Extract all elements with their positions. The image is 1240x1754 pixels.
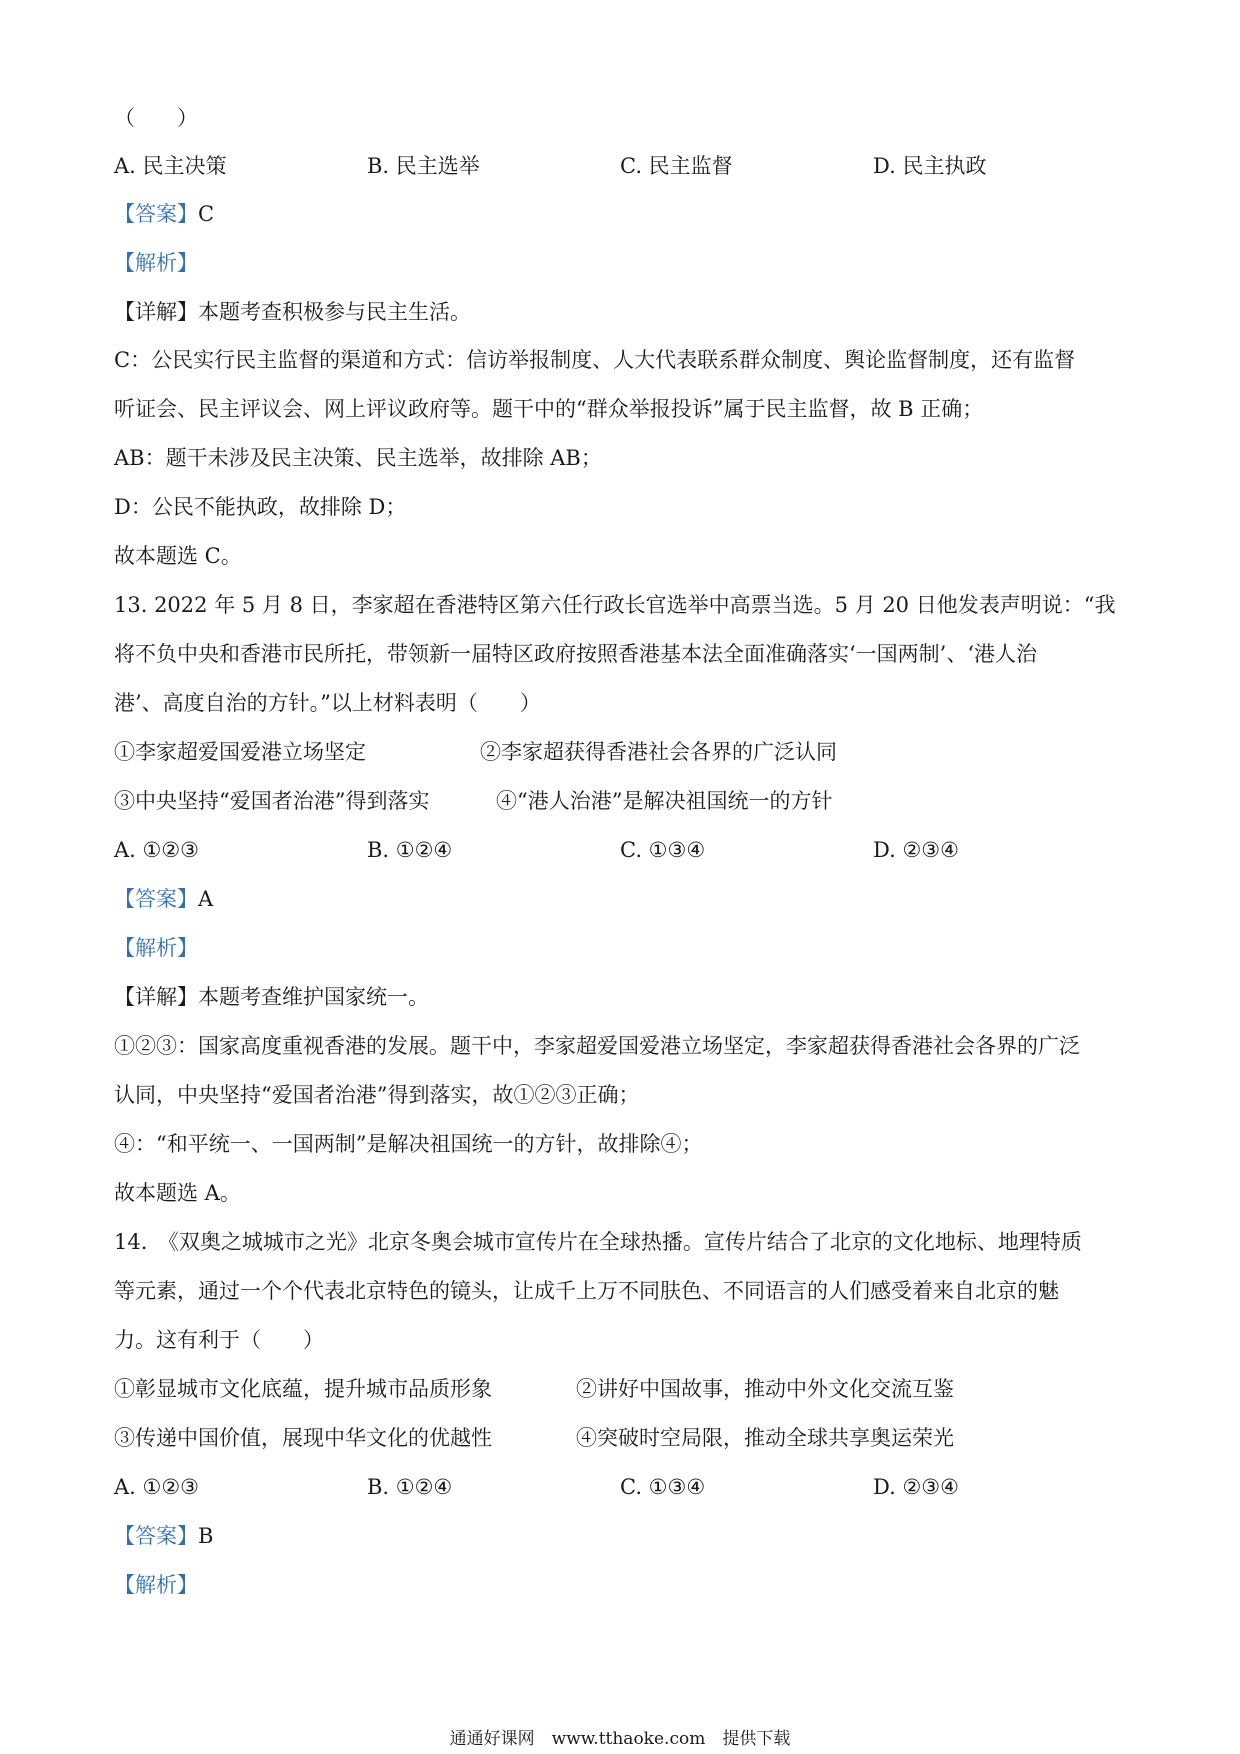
q12-answer-value: C bbox=[198, 202, 215, 226]
q14-statement-4: ④突破时空局限，推动全球共享奥运荣光 bbox=[576, 1426, 954, 1450]
q14-stem-1: 14. 《双奥之城城市之光》北京冬奥会城市宣传片在全球热播。宣传片结合了北京的文化地标、地理特质 bbox=[114, 1230, 1082, 1254]
q12-detail bbox=[114, 298, 1134, 326]
q14-option-b: B. ①②④ bbox=[367, 1475, 453, 1499]
q12-line-2: 听证会、民主评议会、网上评议政府等。题干中的“群众举报投诉”属于民主监督，故 B 正确； bbox=[114, 397, 984, 421]
q14-option-d: D. ②③④ bbox=[873, 1475, 959, 1499]
answer-tag: 【答案】 bbox=[114, 887, 198, 911]
q14-option-c: C. ①③④ bbox=[620, 1475, 706, 1499]
q13-stem-3: 港’、高度自治的方针。”以上材料表明（ ） bbox=[114, 691, 541, 715]
q13-line-1: ①②③：国家高度重视香港的发展。题干中，李家超爱国爱港立场坚定，李家超获得香港社会各界的广泛 bbox=[114, 1034, 1080, 1058]
q14-answer bbox=[114, 1522, 1134, 1550]
q13-option-d: D. ②③④ bbox=[873, 838, 959, 862]
q12-option-d: D. 民主执政 bbox=[873, 154, 987, 178]
page-footer: 通通好课网 www.tthaoke.com 提供下载 bbox=[449, 1729, 791, 1749]
q13-line-4: 故本题选 A。 bbox=[114, 1181, 241, 1205]
q13-statement-3: ③中央坚持“爱国者治港”得到落实 bbox=[114, 789, 430, 813]
q13-option-b: B. ①②④ bbox=[367, 838, 453, 862]
q13-stem-2: 将不负中央和香港市民所托，带领新一届特区政府按照香港基本法全面准确落实‘一国两制’、‘港人治 bbox=[114, 642, 1038, 666]
analysis-tag: 【解析】 bbox=[114, 1573, 198, 1597]
q12-line-1: C：公民实行民主监督的渠道和方式：信访举报制度、人大代表联系群众制度、舆论监督制度，还有监督 bbox=[114, 348, 1076, 372]
q13-stem-1: 13. 2022 年 5 月 8 日，李家超在香港特区第六任行政长官选举中高票当选。5 月 20 日他发表声明说：“我 bbox=[114, 593, 1116, 617]
q12-line-4: D：公民不能执政，故排除 D； bbox=[114, 495, 407, 519]
q14-stem-2: 等元素，通过一个个代表北京特色的镜头，让成千上万不同肤色、不同语言的人们感受着来自北京的魅 bbox=[114, 1279, 1059, 1303]
q13-statement-4: ④“港人治港”是解决祖国统一的方针 bbox=[496, 789, 833, 813]
q12-line-5: 故本题选 C。 bbox=[114, 544, 242, 568]
analysis-tag: 【解析】 bbox=[114, 936, 198, 960]
q13-option-c: C. ①③④ bbox=[620, 838, 706, 862]
q13-detail-text: 本题考查维护国家统一。 bbox=[198, 985, 429, 1009]
q14-answer-value: B bbox=[198, 1524, 214, 1548]
q13-answer-value: A bbox=[198, 887, 214, 911]
q12-stem-tail: （ ） bbox=[114, 106, 198, 130]
q12-analysis bbox=[114, 249, 1134, 277]
q12-detail-text: 本题考查积极参与民主生活。 bbox=[198, 300, 471, 324]
q13-line-3: ④：“和平统一、一国两制”是解决祖国统一的方针，故排除④； bbox=[114, 1132, 703, 1156]
q12-option-c: C. 民主监督 bbox=[620, 154, 733, 178]
q14-statement-3: ③传递中国价值，展现中华文化的优越性 bbox=[114, 1426, 492, 1450]
answer-tag: 【答案】 bbox=[114, 1524, 198, 1548]
q13-line-2: 认同，中央坚持“爱国者治港”得到落实，故①②③正确； bbox=[114, 1083, 640, 1107]
q13-option-a: A. ①②③ bbox=[114, 838, 199, 862]
q12-option-b: B. 民主选举 bbox=[367, 154, 480, 178]
answer-tag: 【答案】 bbox=[114, 202, 198, 226]
q14-analysis bbox=[114, 1571, 1134, 1599]
q14-statement-1: ①彰显城市文化底蕴，提升城市品质形象 bbox=[114, 1377, 492, 1401]
q14-option-a: A. ①②③ bbox=[114, 1475, 199, 1499]
detail-tag: 【详解】 bbox=[114, 985, 198, 1009]
q12-answer bbox=[114, 200, 1134, 228]
q13-answer bbox=[114, 885, 1134, 913]
analysis-tag: 【解析】 bbox=[114, 251, 198, 275]
q13-statement-1: ①李家超爱国爱港立场坚定 bbox=[114, 740, 366, 764]
q12-option-a: A. 民主决策 bbox=[114, 154, 227, 178]
q13-analysis bbox=[114, 934, 1134, 962]
detail-tag: 【详解】 bbox=[114, 300, 198, 324]
q13-detail bbox=[114, 983, 1134, 1011]
q13-statement-2: ②李家超获得香港社会各界的广泛认同 bbox=[480, 740, 837, 764]
q14-stem-3: 力。这有利于（ ） bbox=[114, 1328, 324, 1352]
q12-line-3: AB：题干未涉及民主决策、民主选举，故排除 AB； bbox=[114, 446, 602, 470]
q14-statement-2: ②讲好中国故事，推动中外文化交流互鉴 bbox=[576, 1377, 954, 1401]
